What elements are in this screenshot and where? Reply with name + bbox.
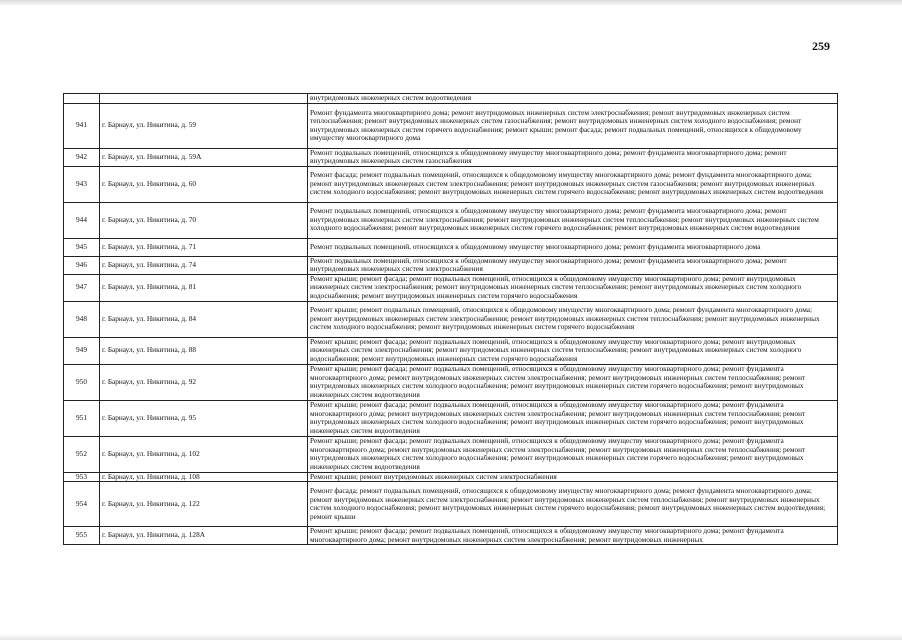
row-works: Ремонт крыши; ремонт внутридомовых инженерных систем электроснабжения: [308, 472, 838, 482]
table-row: [64, 337, 838, 364]
table-row: [64, 527, 838, 545]
row-number: 952: [64, 436, 100, 472]
row-works: Ремонт крыши; ремонт фасада; ремонт подвальных помещений, относящихся к общедомовому имуществу многоквартирного дома; ремонт фундамента многоквартирного дома; ремонт внутридомовых инженерных систем электроснабжения; ремонт внутридомовых инженерных систем теплоснабжения; ремонт внутридомовых инженерных систем холодного водоснабжения; ремонт внутридомовых инженерных систем горячего водоснабжения; ремонт внутридомовых инженерных систем водоотведения: [308, 400, 838, 436]
row-address: г. Барнаул, ул. Никитина, д. 102: [100, 436, 308, 472]
row-works: Ремонт подвальных помещений, относящихся к общедомовому имуществу многоквартирного дома; ремонт фундамента многоквартирного дома; ремонт внутридомовых инженерных систем электроснабжения; ремонт внутридомовых инженерных систем теплоснабжения; ремонт внутридомовых инженерных систем холодного водоснабжения; ремонт внутридомовых инженерных систем горячего водоснабжения; ремонт внутридомовых инженерных систем водоотведения: [308, 202, 838, 238]
row-address: г. Барнаул, ул. Никитина, д. 81: [100, 274, 308, 301]
row-number: 947: [64, 274, 100, 301]
table-row: [64, 472, 838, 482]
row-works: внутридомовых инженерных систем водоотведения: [308, 94, 838, 104]
table-row: [64, 364, 838, 400]
row-works: Ремонт крыши; ремонт подвальных помещений, относящихся к общедомовому имуществу многоквартирного дома; ремонт фундамента многоквартирного дома; ремонт внутридомовых инженерных систем электроснабжения; ремонт внутридомовых инженерных систем теплоснабжения; ремонт внутридомовых инженерных систем холодного водоснабжения; ремонт внутридомовых инженерных систем горячего водоснабжения: [308, 301, 838, 337]
row-number: 945: [64, 238, 100, 256]
row-number: 946: [64, 256, 100, 274]
row-works: Ремонт фундамента многоквартирного дома; ремонт внутридомовых инженерных систем электроснабжения; ремонт внутридомовых инженерных систем теплоснабжения; ремонт внутридомовых инженерных систем газоснабжения; ремонт внутридомовых инженерных систем холодного водоснабжения; ремонт внутридомовых инженерных систем горячего водоснабжения; ремонт крыши; ремонт фасада; ремонт подвальных помещений, относящихся к общедомовому имуществу многоквартирного дома: [308, 103, 838, 148]
table-row: [64, 202, 838, 238]
row-number: 941: [64, 103, 100, 148]
page-number: 259: [812, 39, 830, 53]
scan-edge-top: [0, 0, 902, 6]
repair-registry-table: [63, 93, 838, 545]
row-works: Ремонт крыши; ремонт фасада; ремонт подвальных помещений, относящихся к общедомовому имуществу многоквартирного дома; ремонт фундамента многоквартирного дома; ремонт внутридомовых инженерных систем электроснабжения; ремонт внутридомовых инженерных систем теплоснабжения; ремонт внутридомовых инженерных систем холодного водоснабжения; ремонт внутридомовых инженерных систем горячего водоснабжения; ремонт внутридомовых инженерных систем водоотведения: [308, 364, 838, 400]
scan-edge-bottom: [0, 634, 902, 640]
row-number: 955: [64, 527, 100, 545]
row-number: 953: [64, 472, 100, 482]
row-number: 954: [64, 482, 100, 527]
row-address: г. Барнаул, ул. Никитина, д. 59А: [100, 148, 308, 166]
row-number: 942: [64, 148, 100, 166]
row-works: Ремонт подвальных помещений, относящихся к общедомовому имуществу многоквартирного дома; ремонт фундамента многоквартирного дома; ремонт внутридомовых инженерных систем электроснабжения: [308, 256, 838, 274]
row-address: г. Барнаул, ул. Никитина, д. 84: [100, 301, 308, 337]
row-address: г. Барнаул, ул. Никитина, д. 95: [100, 400, 308, 436]
table-row: [64, 436, 838, 472]
table-row: [64, 482, 838, 527]
row-works: Ремонт крыши; ремонт фасада; ремонт подвальных помещений, относящихся к общедомовому имуществу многоквартирного дома; ремонт фундамента многоквартирного дома; ремонт внутридомовых инженерных систем электроснабжения; ремонт внутридомовых инженерных систем теплоснабжения; ремонт внутридомовых инженерных систем холодного водоснабжения; ремонт внутридомовых инженерных систем горячего водоснабжения; ремонт внутридомовых инженерных систем водоотведения: [308, 436, 838, 472]
row-address: г. Барнаул, ул. Никитина, д. 92: [100, 364, 308, 400]
row-address: г. Барнаул, ул. Никитина, д. 122: [100, 482, 308, 527]
table-row: [64, 103, 838, 148]
row-address: г. Барнаул, ул. Никитина, д. 128А: [100, 527, 308, 545]
table-row: [64, 256, 838, 274]
row-works: Ремонт фасада; ремонт подвальных помещений, относящихся к общедомовому имуществу многоквартирного дома; ремонт фундамента многоквартирного дома; ремонт внутридомовых инженерных систем электроснабжения; ремонт внутридомовых инженерных систем теплоснабжения; ремонт внутридомовых инженерных систем холодного водоснабжения; ремонт внутридомовых инженерных систем горячего водоснабжения; ремонт внутридомовых инженерных систем водоотведения; ремонт крыши: [308, 482, 838, 527]
row-address: г. Барнаул, ул. Никитина, д. 108: [100, 472, 308, 482]
row-works: Ремонт фасада; ремонт подвальных помещений, относящихся к общедомовому имуществу многоквартирного дома; ремонт фундамента многоквартирного дома; ремонт внутридомовых инженерных систем электроснабжения; ремонт внутридомовых инженерных систем газоснабжения; ремонт внутридомовых инженерных систем холодного водоснабжения; ремонт внутридомовых инженерных систем горячего водоснабжения; ремонт внутридомовых инженерных систем водоотведения: [308, 166, 838, 202]
row-number: 944: [64, 202, 100, 238]
table-row: [64, 94, 838, 104]
row-works: Ремонт крыши; ремонт фасада; ремонт подвальных помещений, относящихся к общедомовому имуществу многоквартирного дома; ремонт внутридомовых инженерных систем электроснабжения; ремонт внутридомовых инженерных систем теплоснабжения; ремонт внутридомовых инженерных систем холодного водоснабжения; ремонт внутридомовых инженерных систем горячего водоснабжения: [308, 274, 838, 301]
row-works: Ремонт крыши; ремонт фасада; ремонт подвальных помещений, относящихся к общедомовому имуществу многоквартирного дома; ремонт фундамента многоквартирного дома; ремонт внутридомовых инженерных систем электроснабжения; ремонт внутридомовых инженерных: [308, 527, 838, 545]
row-address: г. Барнаул, ул. Никитина, д. 71: [100, 238, 308, 256]
row-number: 951: [64, 400, 100, 436]
row-address: г. Барнаул, ул. Никитина, д. 88: [100, 337, 308, 364]
row-number: 950: [64, 364, 100, 400]
table-row: [64, 238, 838, 256]
row-number: 943: [64, 166, 100, 202]
row-number: 948: [64, 301, 100, 337]
row-address: [100, 94, 308, 104]
row-number: 949: [64, 337, 100, 364]
row-address: г. Барнаул, ул. Никитина, д. 59: [100, 103, 308, 148]
row-works: Ремонт крыши; ремонт фасада; ремонт подвальных помещений, относящихся к общедомовому имуществу многоквартирного дома; ремонт внутридомовых инженерных систем электроснабжения; ремонт внутридомовых инженерных систем теплоснабжения; ремонт внутридомовых инженерных систем холодного водоснабжения; ремонт внутридомовых инженерных систем горячего водоснабжения: [308, 337, 838, 364]
row-address: г. Барнаул, ул. Никитина, д. 70: [100, 202, 308, 238]
row-address: г. Барнаул, ул. Никитина, д. 60: [100, 166, 308, 202]
row-works: Ремонт подвальных помещений, относящихся к общедомовому имуществу многоквартирного дома; ремонт фундамента многоквартирного дома: [308, 238, 838, 256]
row-address: г. Барнаул, ул. Никитина, д. 74: [100, 256, 308, 274]
table-row: [64, 274, 838, 301]
row-number: [64, 94, 100, 104]
row-works: Ремонт подвальных помещений, относящихся к общедомовому имуществу многоквартирного дома; ремонт фундамента многоквартирного дома; ремонт внутридомовых инженерных систем газоснабжения: [308, 148, 838, 166]
table-row: [64, 166, 838, 202]
table-row: [64, 301, 838, 337]
table-row: [64, 148, 838, 166]
table-row: [64, 400, 838, 436]
